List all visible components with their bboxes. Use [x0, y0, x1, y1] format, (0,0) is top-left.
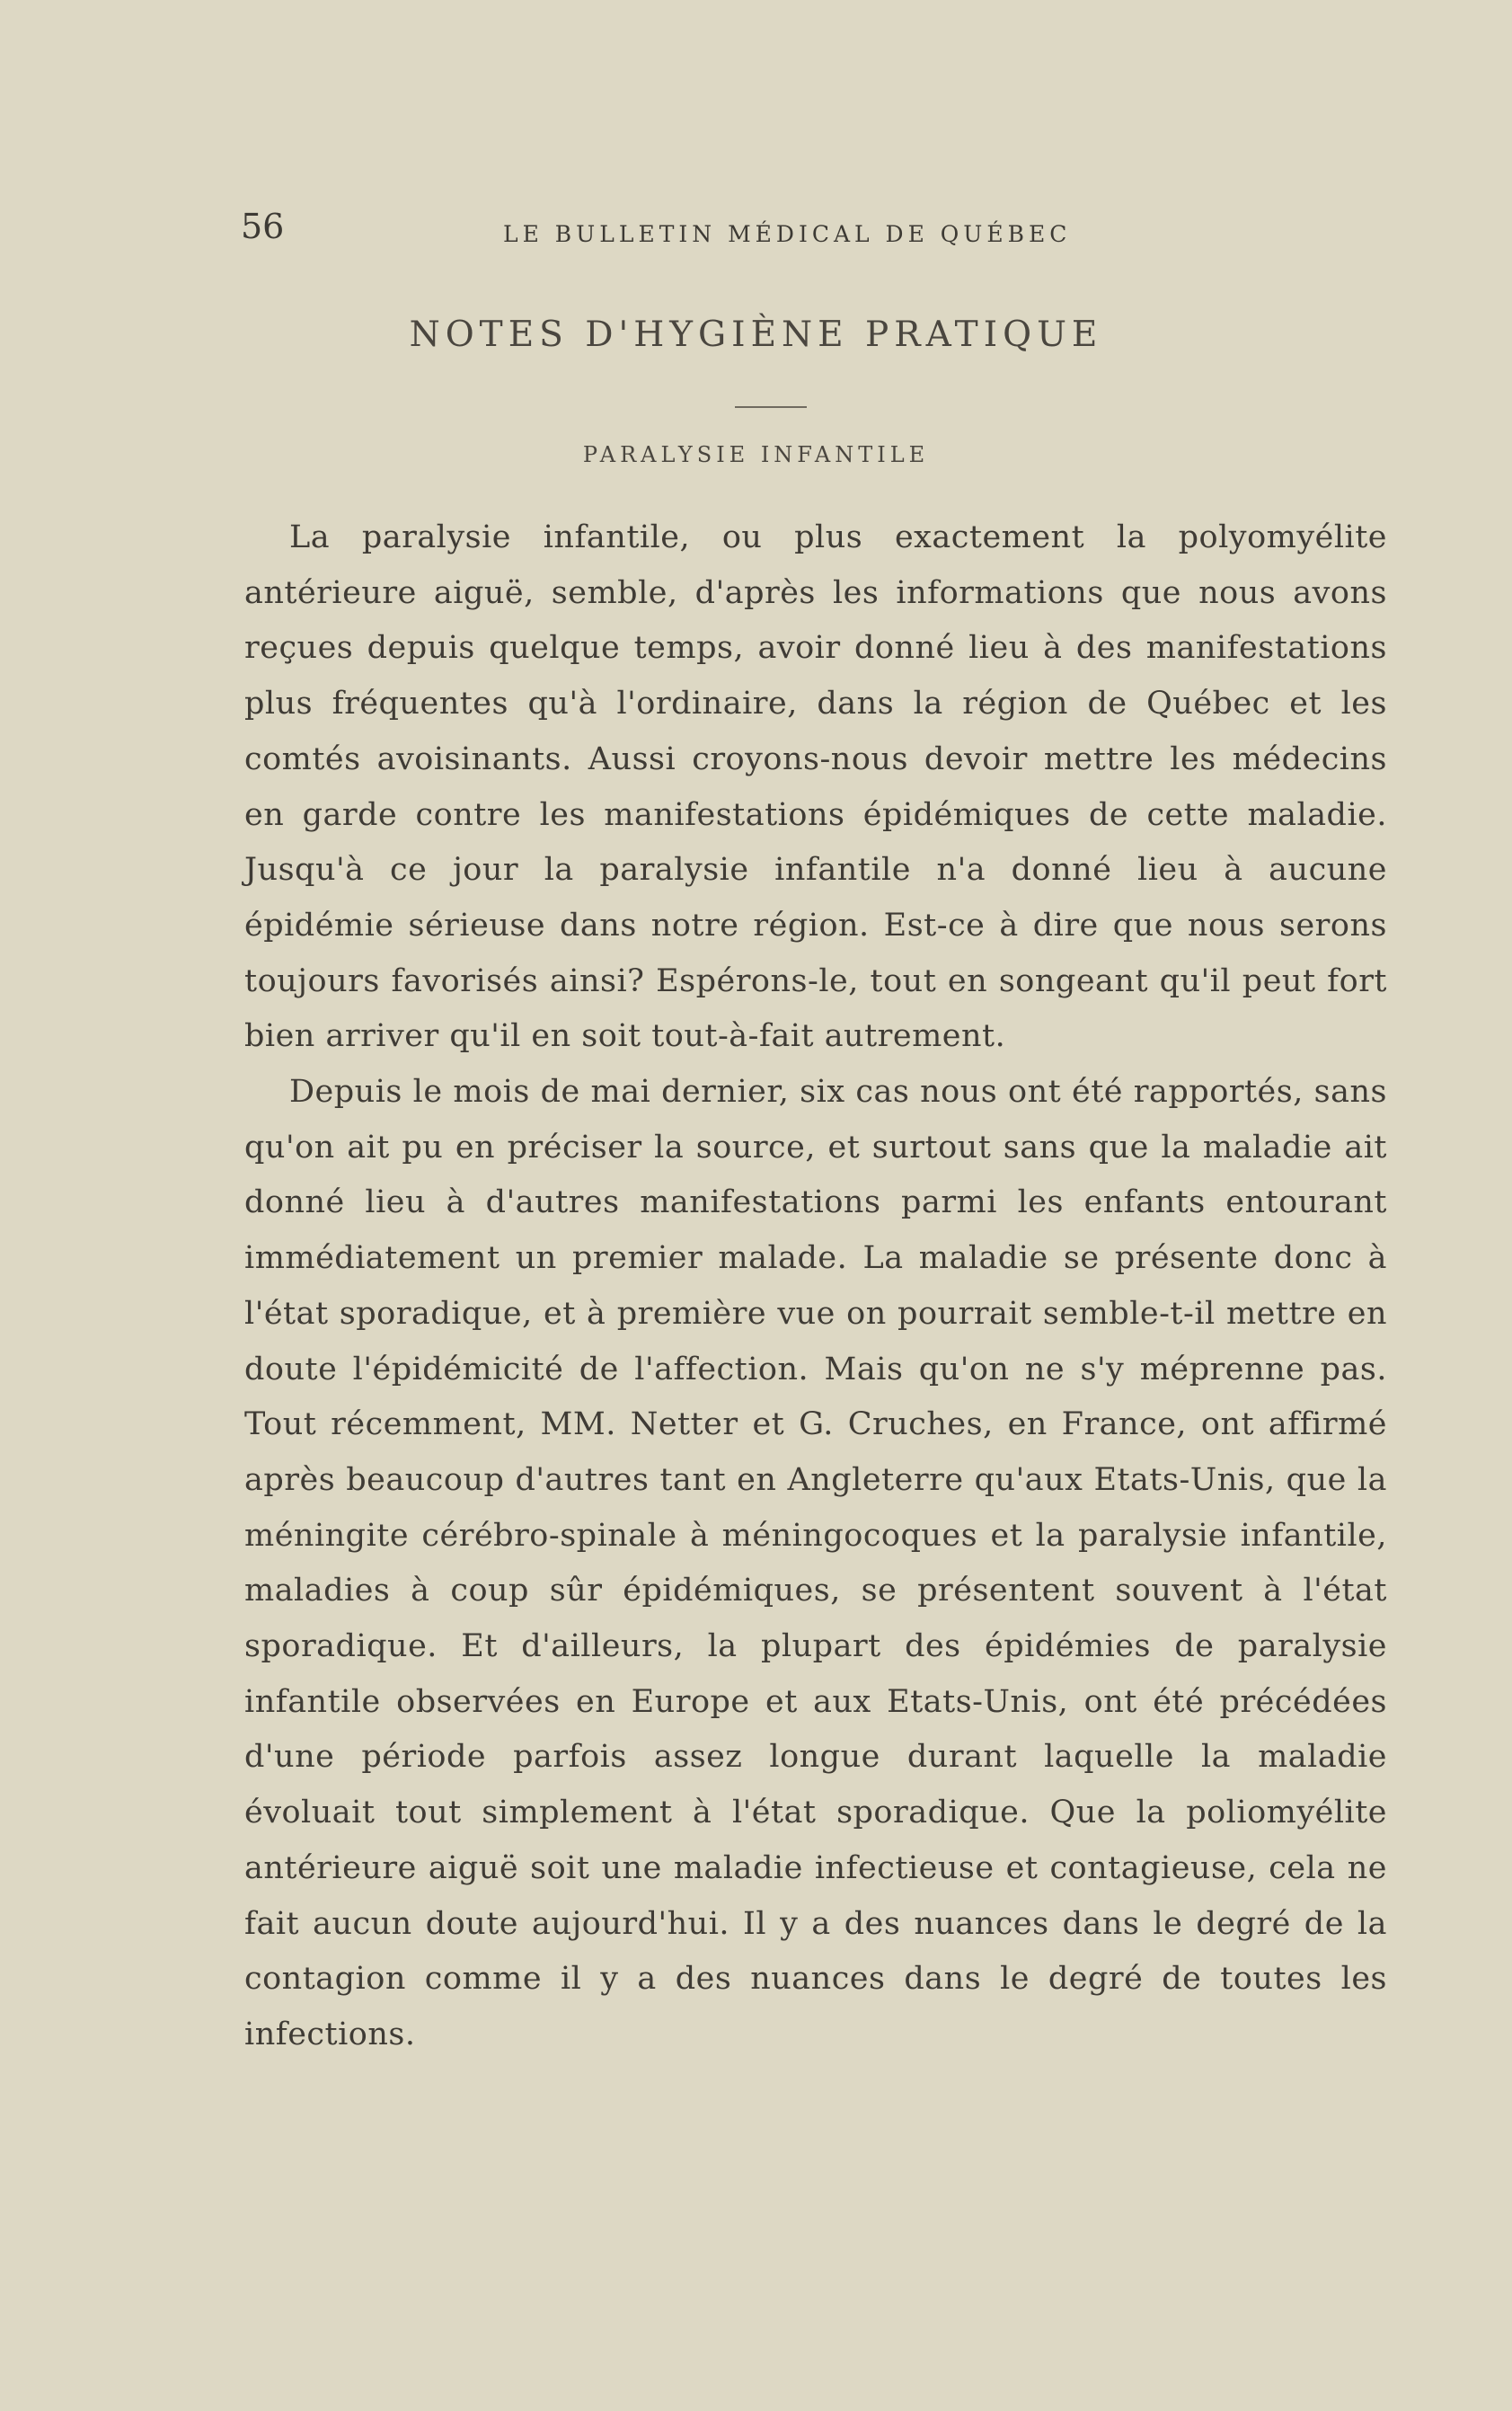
title-rule — [735, 406, 807, 408]
article-body — [244, 510, 1387, 2063]
article-subtitle: PARALYSIE INFANTILE — [582, 442, 930, 467]
paragraph-1: La paralysie infantile, ou plus exactement la polyomyélite antérieure aiguë, semble, d'après les informations que nous avons reçues depuis quelque temps, avoir donné lieu à des manifestations plus fréquentes qu'à l'ordinaire, dans la région de Québec et les comtés avoisinants. Aussi croyons-nous devoir mettre les médecins en garde contre les manifestations épidémiques de cette maladie. Jusqu'à ce jour la paralysie infantile n'a donné lieu à aucune épidémie sérieuse dans notre région. Est-ce à dire que nous serons toujours favorisés ainsi? Espérons-le, tout en songeant qu'il peut fort bien arriver qu'il en soit tout-à-fait autrement. — [244, 519, 1387, 1055]
page-number: 56 — [241, 207, 285, 246]
article-title: NOTES D'HYGIÈNE PRATIQUE — [409, 315, 1103, 355]
running-head: LE BULLETIN MÉDICAL DE QUÉBEC — [503, 221, 1072, 247]
paragraph-2: Depuis le mois de mai dernier, six cas nous ont été rapportés, sans qu'on ait pu en préciser la source, et surtout sans que la maladie ait donné lieu à d'autres manifestations parmi les enfants entourant immédiatement un premier malade. La maladie se présente donc à l'état sporadique, et à première vue on pourrait semble-t-il mettre en doute l'épidémicité de l'affection. Mais qu'on ne s'y méprenne pas. Tout récemment, MM. Netter et G. Cruches, en France, ont affirmé après beaucoup d'autres tant en Angleterre qu'aux Etats-Unis, que la méningite cérébro-spinale à méningocoques et la paralysie infantile, maladies à coup sûr épidémiques, se présentent souvent à l'état sporadique. Et d'ailleurs, la plupart des épidémies de paralysie infantile observées en Europe et aux Etats-Unis, ont été précédées d'une période parfois assez longue durant laquelle la maladie évoluait tout simplement à l'état sporadique. Que la poliomyélite antérieure aiguë soit une maladie infectieuse et contagieuse, cela ne fait aucun doute aujourd'hui. Il y a des nuances dans le degré de la contagion comme il y a des nuances dans le degré de toutes les infections. — [244, 1074, 1387, 2052]
